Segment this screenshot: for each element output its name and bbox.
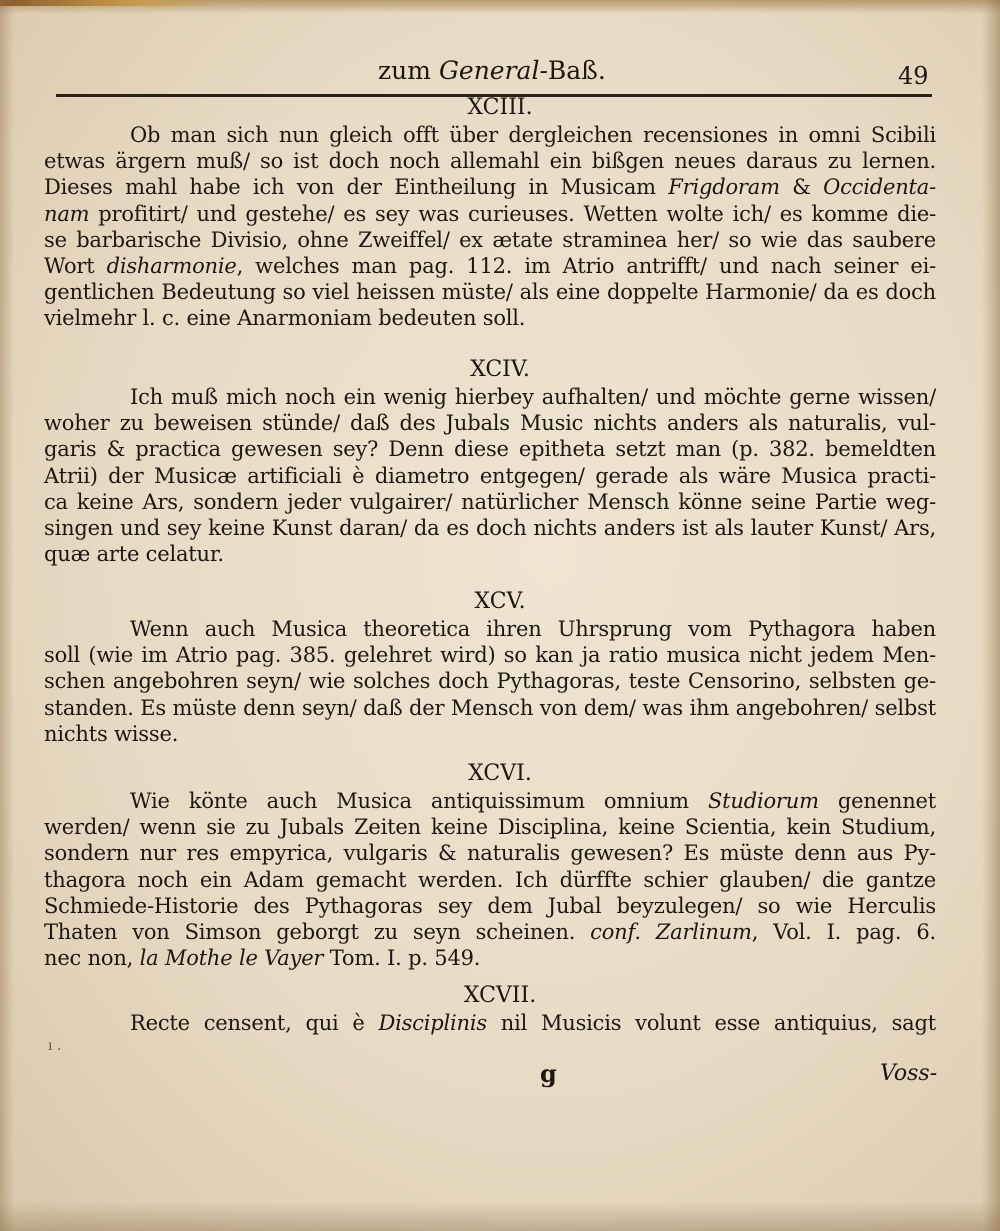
text-line (130, 384, 936, 410)
margin-mark: ı . (48, 1038, 62, 1054)
text-run: gentlichen Bedeutung so viel heissen müste/ als eine doppelte Harmonie/ da es doch (44, 280, 936, 305)
text-line (44, 642, 936, 668)
page-edge-right (982, 0, 1000, 1231)
italic-text: disharmonie (106, 254, 237, 278)
text-run: Wie könte auch Musica antiquissimum omnium (130, 789, 708, 813)
italic-text: Disciplinis (378, 1011, 487, 1035)
text-line (44, 463, 936, 489)
running-head-suffix: Baß. (547, 56, 606, 85)
text-line (44, 840, 936, 866)
section-heading: XCIV. (470, 357, 530, 382)
italic-text: Frigdoram (668, 175, 780, 200)
text-line (44, 201, 936, 227)
text-run: Atrii) der Musicæ artificiali è diametro entgegen/ gerade als wäre Musica practi- (44, 463, 936, 488)
text-run: nil Musicis volunt esse antiquius, sagt (486, 1011, 936, 1035)
text-line (44, 814, 936, 840)
text-line (44, 148, 936, 174)
text-line (44, 305, 936, 331)
text-line (44, 541, 936, 567)
running-head-prefix: zum (378, 56, 439, 85)
text-run: etwas ärgern muß/ so ist doch noch allemahl ein bißgen neues daraus zu lernen. (44, 149, 936, 174)
section-heading: XCVI. (468, 761, 532, 786)
text-run: Ob man sich nun gleich offt über dergleichen recensiones in omni Scibili (130, 123, 936, 147)
text-run: quæ arte celatur. (44, 542, 224, 567)
text-run: & (779, 175, 824, 200)
text-line (130, 788, 936, 814)
text-run: se barbarische Divisio, ohne Zweiffel/ ex ætate straminea her/ so wie das saubere (44, 227, 936, 252)
text-run: profitirt/ und gestehe/ es sey was curieuses. Wetten wolte ich/ es komme die- (89, 201, 936, 226)
text-run: Thaten von Simson geborgt zu seyn scheinen. (44, 920, 591, 944)
italic-text: Studiorum (707, 789, 819, 813)
text-run: , welches man pag. 112. im Atrio antrifft/ und nach seiner ei- (236, 254, 936, 278)
italic-text: nam (44, 201, 90, 226)
text-line (44, 489, 936, 515)
text-run: nec non, (44, 946, 140, 971)
text-run: nichts wisse. (44, 721, 179, 746)
text-run: soll (wie im Atrio pag. 385. gelehret wird) so kan ja ratio musica nicht jedem Men- (44, 643, 936, 668)
text-line (44, 695, 936, 721)
text-line (130, 1010, 936, 1036)
text-line (44, 253, 936, 279)
signature-mark: g (540, 1059, 557, 1088)
text-run: Wort (44, 254, 107, 278)
text-run: , Vol. I. pag. 6. (751, 920, 936, 944)
text-run: sondern nur res empyrica, vulgaris & naturalis gewesen? Es müste denn aus Py- (44, 841, 936, 866)
text-run: standen. Es müste denn seyn/ daß der Mensch von dem/ was ihm angebohren/ selbst (44, 695, 936, 720)
text-run: woher zu beweisen stünde/ daß des Jubals Music nichts anders als naturalis, vul- (44, 411, 936, 436)
text-run: schen angebohren seyn/ wie solches doch Pythagoras, teste Censorino, selbsten ge- (44, 669, 936, 694)
text-line (44, 721, 936, 747)
italic-text: conf. Zarlinum (590, 920, 752, 944)
text-run: thagora noch ein Adam gemacht werden. Ich dürffte schier glauben/ die gantze (44, 867, 936, 892)
text-run: ca keine Ars, sondern jeder vulgairer/ natürlicher Mensch könne seine Partie weg- (44, 489, 936, 514)
text-run: Recte censent, qui è (130, 1011, 379, 1035)
text-run: Ich muß mich noch ein wenig hierbey aufhalten/ und möchte gerne wissen/ (130, 385, 936, 409)
text-line (44, 945, 936, 971)
text-line (44, 515, 936, 541)
text-line (44, 867, 936, 893)
page-edge-bottom (0, 1201, 1000, 1231)
text-line (44, 919, 936, 945)
section-heading: XCVII. (463, 983, 537, 1008)
text-run: singen und sey keine Kunst daran/ da es doch nichts anders ist als lauter Kunst/ Ars, (44, 516, 936, 540)
running-head (378, 56, 606, 86)
section-heading: XCV. (474, 589, 526, 614)
text-run: werden/ wenn sie zu Jubals Zeiten keine Disciplina, keine Scientia, kein Studium, (44, 815, 936, 840)
text-line (44, 893, 936, 919)
text-line (44, 174, 936, 200)
text-line (44, 668, 936, 694)
italic-text: la Mothe le Vayer (139, 946, 324, 971)
page-edge-stain (0, 0, 220, 6)
text-line (44, 227, 936, 253)
text-run: genennet (818, 789, 936, 813)
text-line (44, 436, 936, 462)
running-head-italic: General- (438, 56, 548, 85)
text-run: Wenn auch Musica theoretica ihren Uhrsprung vom Pythagora haben (130, 617, 936, 641)
text-line (130, 122, 936, 148)
text-line (44, 410, 936, 436)
italic-text: Occidenta- (823, 175, 936, 200)
text-run: garis & practica gewesen sey? Denn diese epitheta setzt man (p. 382. bemeldten (44, 437, 936, 462)
page-edge-left (0, 0, 14, 1231)
text-line (130, 616, 936, 642)
text-run: Tom. I. p. 549. (323, 946, 481, 971)
text-run: Dieses mahl habe ich von der Eintheilung in Musicam (44, 175, 669, 200)
text-line (44, 279, 936, 305)
catchword: Voss- (880, 1061, 938, 1086)
section-heading: XCIII. (467, 95, 533, 120)
page-number: 49 (898, 62, 929, 90)
text-run: Schmiede-Historie des Pythagoras sey dem Jubal beyzulegen/ so wie Herculis (44, 893, 936, 918)
text-run: vielmehr l. c. eine Anarmoniam bedeuten soll. (44, 306, 526, 331)
